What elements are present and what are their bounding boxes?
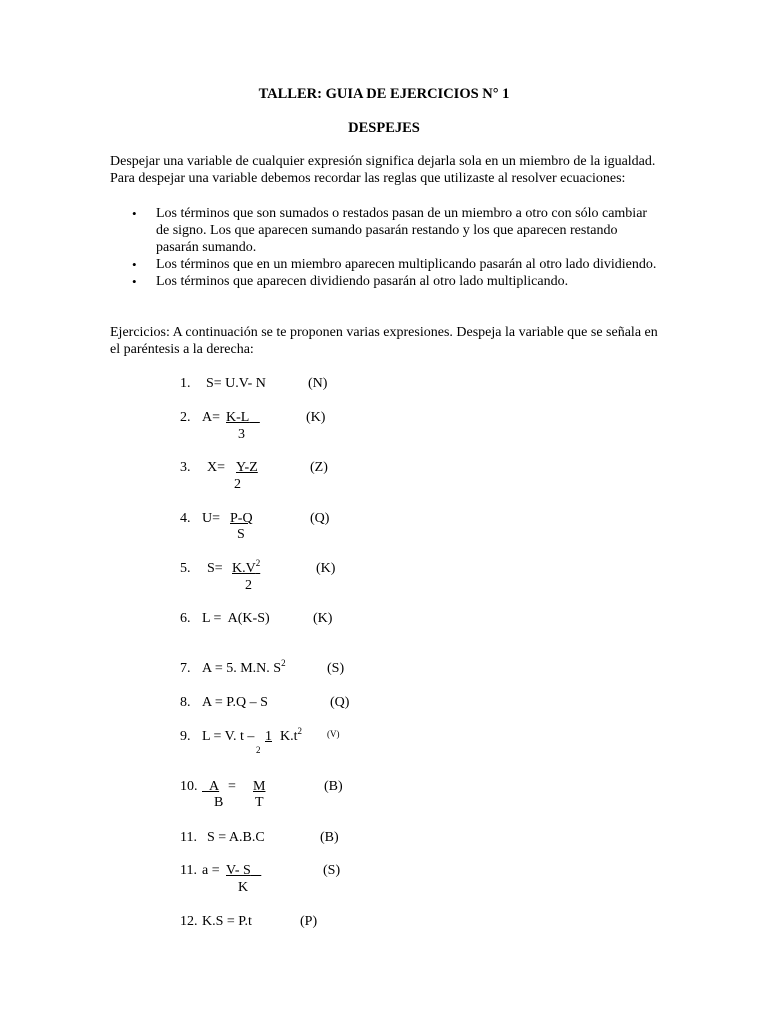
exercise-number: 1. xyxy=(180,376,191,391)
exercise-variable: (B) xyxy=(324,779,343,794)
exercise-lhs: U= xyxy=(202,511,221,526)
exercise-variable: (K) xyxy=(306,410,326,425)
bullet-icon: • xyxy=(132,274,137,289)
fraction-numerator: 1 xyxy=(265,729,272,744)
exercise-expression: K.S = P.t xyxy=(202,914,252,929)
exercise-number: 8. xyxy=(180,695,191,710)
exercise-expression: A = 5. M.N. $S^2$ xyxy=(202,658,286,676)
exercise-number: 10. xyxy=(180,779,198,794)
exercise-number: 5. xyxy=(180,561,191,576)
fraction-denominator: 2 xyxy=(245,578,252,593)
fraction-numerator: P-Q xyxy=(230,511,253,526)
fraction-numerator: V- S xyxy=(226,863,251,878)
list-item xyxy=(110,205,658,256)
right-fraction-numerator: M xyxy=(253,779,266,794)
exercise-variable: (B) xyxy=(320,830,339,845)
exercise-number: 7. xyxy=(180,661,191,676)
exercise-lhs: A= xyxy=(202,410,221,425)
exercise-lhs: S= xyxy=(207,561,223,576)
equals-sign: = xyxy=(228,779,236,794)
exercise-variable: (S) xyxy=(327,661,345,676)
fraction-denominator: K xyxy=(238,880,249,895)
left-fraction-numerator: A xyxy=(209,779,220,794)
exercise-variable: (S) xyxy=(323,863,341,878)
right-fraction-denominator: T xyxy=(255,795,264,810)
exercise-expression-start: L = V. t – xyxy=(202,729,255,744)
exercise-variable: (Q) xyxy=(310,511,330,526)
fraction-denominator: 2 xyxy=(234,477,241,492)
bullet-icon: • xyxy=(132,206,137,221)
exercise-expression: S = A.B.C xyxy=(207,830,265,845)
list-item xyxy=(110,256,658,273)
fraction-numerator: K-L xyxy=(226,410,250,425)
rules-list xyxy=(110,205,658,290)
exercise-number: 12. xyxy=(180,914,198,929)
bullet-icon: • xyxy=(132,257,137,272)
exercise-variable: (Z) xyxy=(310,460,328,475)
exercise-number: 2. xyxy=(180,410,191,425)
exercise-expression: S= U.V- N xyxy=(206,376,266,391)
exercise-variable: (K) xyxy=(316,561,336,576)
exercise-expression: L = A(K-S) xyxy=(202,611,270,626)
exercise-variable: (Q) xyxy=(330,695,350,710)
exercise-lhs: a = xyxy=(202,863,220,878)
bullet-text: Los términos que son sumados o restados pasan de un miembro a otro con sólo cambiar de signo. Los que aparecen sumando pasarán restando y los que aparecen restando pasarán sumando. xyxy=(156,206,648,255)
exercise-variable: (K) xyxy=(313,611,333,626)
bullet-text: Los términos que en un miembro aparecen multiplicando pasarán al otro lado dividiendo. xyxy=(156,257,657,272)
exercise-number: 11. xyxy=(180,863,197,878)
exercise-number: 4. xyxy=(180,511,191,526)
list-item xyxy=(110,273,658,290)
exercise-variable: (N) xyxy=(308,376,328,391)
exercise-variable: (V) xyxy=(327,729,340,739)
exercise-expression: A = P.Q – S xyxy=(202,695,268,710)
exercise-number: 11. xyxy=(180,830,197,845)
fraction-denominator: S xyxy=(237,527,245,542)
exercises-intro: Ejercicios: A continuación se te proponen varias expresiones. Despeja la variable que se señala en el paréntesis a la derecha: xyxy=(110,325,658,357)
exercise-number: 6. xyxy=(180,611,191,626)
exercise-number: 3. xyxy=(180,460,191,475)
bullet-text: Los términos que aparecen dividiendo pasarán al otro lado multiplicando. xyxy=(156,274,569,289)
fraction-numerator: Y-Z xyxy=(236,460,258,475)
exercise-number: 9. xyxy=(180,729,191,744)
exercise-variable: (P) xyxy=(300,914,318,929)
left-fraction-denominator: B xyxy=(214,795,224,810)
document-title: TALLER: GUIA DE EJERCICIOS N° 1 xyxy=(258,86,510,102)
fraction-numerator: $K.V^2$ xyxy=(232,558,261,576)
fraction-denominator: 3 xyxy=(238,427,245,442)
exercise-lhs: X= xyxy=(207,460,226,475)
intro-paragraph: Despejar una variable de cualquier expresión significa dejarla sola en un miembro de la igualdad. Para despejar una variable debemos recordar las reglas que utilizaste al resolver ecuaciones: xyxy=(110,154,656,186)
fraction-denominator: 2 xyxy=(256,745,261,755)
exercise-expression-end: $K.t^2$ xyxy=(280,726,302,744)
document-subtitle: DESPEJES xyxy=(348,120,420,136)
